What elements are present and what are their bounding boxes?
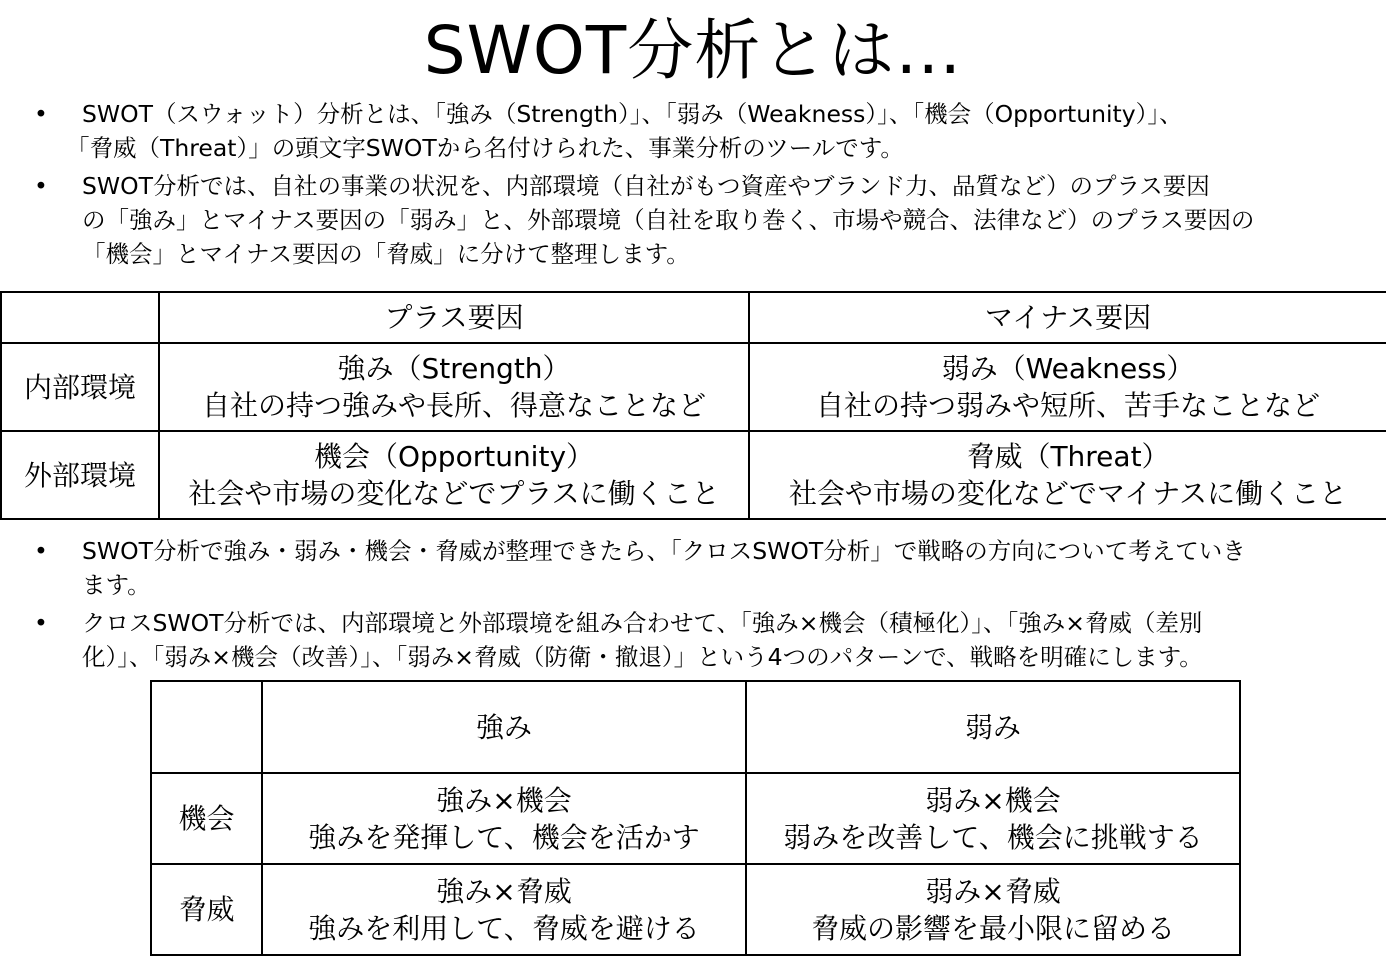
header-cell-empty xyxy=(151,681,262,773)
cell-title: 機会（Opportunity） xyxy=(313,440,595,473)
bullet-text: ます。 xyxy=(82,571,151,599)
table-header-row xyxy=(1,292,1386,343)
cell-desc: 強みを発揮して、機会を活かす xyxy=(308,820,700,854)
cell-title: 弱み×機会 xyxy=(925,783,1061,817)
table-cell xyxy=(159,431,749,519)
bullet-text: • クロスSWOT分析では、内部環境と外部環境を組み合わせて、「強み×機会（積極化）」、「強み×脅威（差別 xyxy=(82,609,1203,637)
cell-title: 強み×機会 xyxy=(436,783,572,817)
table-cell xyxy=(159,343,749,431)
cell-desc: 社会や市場の変化などでマイナスに働くこと xyxy=(788,477,1348,510)
bullet-text: 「脅威（Threat）」の頭文字SWOTから名付けられた、事業分析のツールです。 xyxy=(66,134,904,162)
cell-desc: 社会や市場の変化などでプラスに働くこと xyxy=(188,477,720,510)
cell-desc: 自社の持つ強みや長所、得意なことなど xyxy=(201,389,706,422)
cell-title: 弱み×脅威 xyxy=(925,874,1061,908)
cell-desc: 弱みを改善して、機会に挑戦する xyxy=(783,820,1203,854)
header-cell-plus: プラス要因 xyxy=(159,292,749,343)
slide-title: SWOT分析とは… xyxy=(423,12,963,89)
bullet-item xyxy=(30,169,1370,271)
bullet-text: の「強み」とマイナス要因の「弱み」と、外部環境（自社を取り巻く、市場や競合、法律など）のプラス要因の xyxy=(82,206,1255,234)
bullet-text: 「機会」とマイナス要因の「脅威」に分けて整理します。 xyxy=(82,240,690,268)
cell-title: 強み（Strength） xyxy=(337,352,571,385)
table-cell xyxy=(262,864,746,955)
table-cell xyxy=(746,864,1240,955)
cross-swot-table xyxy=(150,680,1241,956)
bullet-text: 化）」、「弱み×機会（改善）」、「弱み×脅威（防衛・撤退）」という4つのパターンで、戦略を明確にします。 xyxy=(82,643,1203,671)
table-cell xyxy=(746,773,1240,864)
table-cell xyxy=(749,431,1386,519)
table-header-row xyxy=(151,681,1240,773)
table-row xyxy=(1,343,1386,431)
cell-desc: 脅威の影響を最小限に留める xyxy=(810,911,1175,945)
row-label: 機会 xyxy=(151,773,262,864)
table-row xyxy=(151,864,1240,955)
row-label: 脅威 xyxy=(151,864,262,955)
row-label: 外部環境 xyxy=(1,431,159,519)
bullet-text: • SWOT分析で強み・弱み・機会・脅威が整理できたら、「クロスSWOT分析」で戦略の方向について考えていき xyxy=(82,537,1246,565)
table-cell xyxy=(262,773,746,864)
table-row xyxy=(151,773,1240,864)
header-cell-minus: マイナス要因 xyxy=(749,292,1386,343)
cell-title: 脅威（Threat） xyxy=(966,440,1170,473)
cross-swot-bullets xyxy=(30,534,1370,674)
bullet-item xyxy=(30,97,1370,165)
table-cell xyxy=(749,343,1386,431)
cell-title: 弱み（Weakness） xyxy=(941,352,1195,385)
cell-desc: 自社の持つ弱みや短所、苦手なことなど xyxy=(815,389,1320,422)
header-cell-empty xyxy=(1,292,159,343)
bullet-item xyxy=(30,534,1370,602)
swot-table xyxy=(0,291,1386,520)
cell-title: 強み×脅威 xyxy=(436,874,572,908)
header-cell-strength: 強み xyxy=(262,681,746,773)
intro-bullets xyxy=(30,97,1370,271)
row-label: 内部環境 xyxy=(1,343,159,431)
bullet-text: • SWOT（スウォット）分析とは、「強み（Strength）」、「弱み（Weakness）」、「機会（Opportunity）」、 xyxy=(82,100,1183,128)
table-row xyxy=(1,431,1386,519)
cell-desc: 強みを利用して、脅威を避ける xyxy=(308,911,700,945)
header-cell-weakness: 弱み xyxy=(746,681,1240,773)
bullet-item xyxy=(30,606,1370,674)
bullet-text: • SWOT分析では、自社の事業の状況を、内部環境（自社がもつ資産やブランド力、品質など）のプラス要因 xyxy=(82,172,1210,200)
